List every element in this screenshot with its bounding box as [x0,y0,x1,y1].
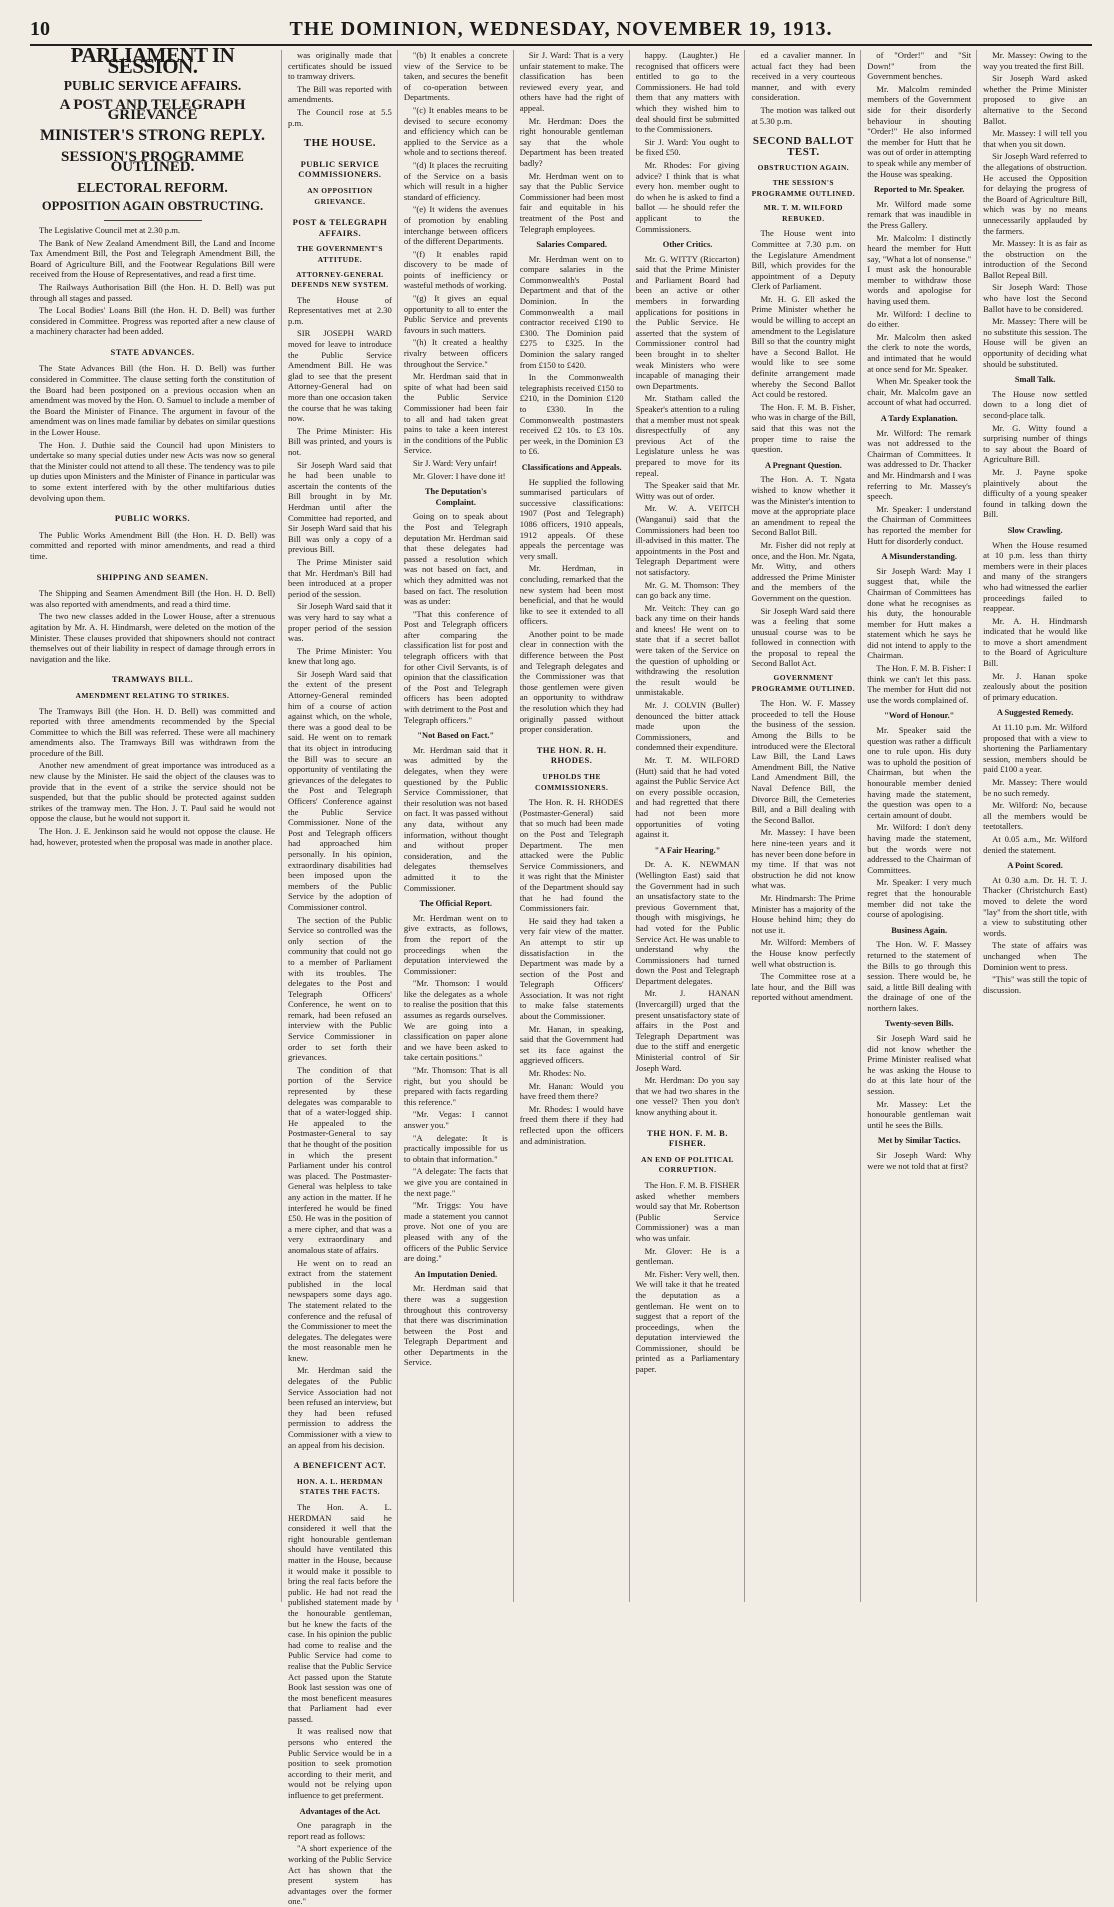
column-6 [751,50,861,1602]
section-heading: TRAMWAYS BILL. [111,674,194,685]
article-paragraph: Sir Joseph Ward asked whether the Prime Minister proposed to give an alternative to the Second Ballot. [983,73,1088,126]
article-paragraph: Mr. Massey: Owing to the way you treated the first Bill. [983,50,1088,71]
article-paragraph: Mr. J. Payne spoke plaintively about the difficulty of a young speaker found in talking down the Bill. [983,466,1088,520]
subheading: "Not Based on Fact." [417,731,495,741]
article-paragraph: Mr. Herdman went on to give extracts, as follows, from the report of the proceedings when the deputation interviewed the Commissioner: [403,912,508,976]
article-paragraph: Mr. Glover: He is a gentleman. [635,1245,740,1267]
article-paragraph: Sir Joseph Ward said there was a feeling that some unusual course was to be followed in connection with the proposal to repeal the Second Ballot Act. [751,605,856,669]
article-paragraph: When Mr. Speaker took the chair, Mr. Malcolm gave an account of what had occurred. [867,376,972,408]
subheading: A Tardy Explanation. [880,414,958,423]
subheading: A Misunderstanding. [881,552,957,562]
subheading: A Suggested Remedy. [996,708,1074,718]
subheading: Salaries Compared. [536,240,607,250]
subheading: Slow Crawling. [1007,525,1063,535]
article-paragraph: He went on to read an extract from the statement published in the local newspapers some days ago. The statement related to the conference and the refusal of the Commissioner to meet the delegates. The delegates were the most reasonable men he knew. [288,1257,392,1363]
article-paragraph: "A short experience of the working of the Public Service Act has shown that the present system has advantages over the former one." [288,1843,392,1907]
article-paragraph: Mr. Herdman went on to say that the Public Service Commissioner had been most fair and equitable in his treatment of the Post and Telegraph employees. [519,170,624,234]
newspaper-title: THE DOMINION, WEDNESDAY, NOVEMBER 19, 1913. [289,18,833,40]
article-paragraph: Mr. Herdman: Do you say that we had two shares in the one vessel? Then you don't know anything about it. [635,1075,740,1117]
subheading: "Word of Honour." [884,711,955,721]
subheading: An Imputation Denied. [414,1269,498,1279]
article-paragraph: "(h) It created a healthy rivalry between officers throughout the Service." [403,337,508,369]
article-paragraph: Mr. Wilford made some remark that was inaudible in the Press Gallery. [867,198,972,230]
subheading: Reported to Mr. Speaker. [874,185,965,195]
section-subheading: MR. T. M. WILFORD REBUKED. [763,203,843,223]
masthead [30,18,1092,46]
subheading: "A Fair Hearing." [654,845,721,855]
article-paragraph: Mr. Massey: There will be no substitute this session. The House will be given an opportunity of deciding what should be substituted. [983,316,1088,369]
article-paragraph: He said they had taken a very fair view of the matter. An attempt to stir up dissatisfaction in the Department was made by a section of the Post and Telegraph Officers' Association. It was not right to make false statements about the Commissioner. [519,915,624,1022]
headline-opposition: OPPOSITION AGAIN OBSTRUCTING. [41,199,264,214]
article-paragraph: One paragraph in the report read as follows: [288,1820,392,1841]
section-subheading: HON. A. L. HERDMAN STATES THE FACTS. [297,1476,383,1497]
article-paragraph: Mr. Malcolm reminded members of the Government side for their disorderly behaviour in shouting "Order!" He also informed the member for Hutt that he was out of order in attempting to speak while any member of the House was speaking. [867,83,972,179]
article-paragraph: Sir Joseph Ward said that it was very hard to say what a proper period of the session was. [288,601,392,644]
article-paragraph: When the House resumed at 10 p.m. less than thirty members were in their places and many of the strangers who had witnessed the earlier proceedings failed to reappear. [983,539,1088,614]
article-paragraph: The Public Works Amendment Bill (the Hon. H. D. Bell) was committed and reported with minor amendments, and read a third time. [30,529,275,561]
article-paragraph: Sir Joseph Ward: Why were we not told that at first? [867,1150,972,1171]
article-paragraph: Mr. Herdman said that it was admitted by the delegates, when they were questioned by the Public Service Commissioner, that their resolution was not based on fact. It was passed without any data, without any information, without thought and without proper consideration, and the delegates themselves admitted it to the Commissioner. [403,744,508,893]
article-paragraph: Mr. Malcolm: I distinctly heard the member for Hutt say, "What a lot of nonsense." I must ask the honourable member to withdraw those words and apologise for having used them. [867,232,972,307]
page-number: 10 [30,18,50,40]
article-paragraph: The Speaker said that Mr. Witty was out of order. [635,480,740,501]
section-subheading: GOVERNMENT PROGRAMME OUTLINED. [751,673,856,693]
subheading: Twenty-seven Bills. [884,1019,954,1029]
section-heading: SECOND BALLOT TEST. [752,135,854,158]
article-paragraph: Mr. Rhodes: No. [528,1068,587,1079]
article-paragraph: Mr. Massey: There would be no such remedy. [983,777,1088,798]
subheading: The Official Report. [419,899,492,909]
section-heading: THE HON. F. M. B. FISHER. [647,1127,728,1149]
section-subheading: AN END OF POLITICAL CORRUPTION. [641,1154,734,1175]
article-paragraph: Mr. Herdman, in concluding, remarked that the new system had been most beneficial, and that he would like to see it extended to all officers. [519,563,624,627]
article-paragraph: "A delegate: The facts that we give you are contained in the next page." [403,1166,508,1198]
article-paragraph: Mr. Rhodes: I would have freed them there if they had reflected upon the officers and administration. [519,1103,624,1146]
article-paragraph: The Hon. W. F. Massey proceeded to tell the House the business of the session. Among the Bills to be introduced were the Electoral Law Bill, the Land Laws Amendment Bill, the Native Land Amendment Bill, the Naval Defence Bill, the Divorce Bill, the Cemeteries Bill, and a Bill dealing with the Second Ballot. [751,698,856,825]
article-paragraph: ed a cavalier manner. In actual fact they had been received in a very courteous manner, and with every consideration. [751,50,856,103]
article-paragraph: Mr. Massey: Let the honourable gentleman wait until he sees the Bills. [867,1098,972,1130]
article-paragraph: Sir J. Ward: That is a very unfair statement to make. The classification has been reviewed every year, and others have had the right of appeal. [519,50,624,113]
article-paragraph: Going on to speak about the Post and Telegraph deputation Mr. Herdman said that these delegates had passed a resolution which was not based on fact, and which they admitted was not based on fact. The resolution was as under: [403,511,508,607]
article-paragraph: Mr. Malcolm then asked the clerk to note the words, and intimated that he would at once send for Mr. Speaker. [867,331,972,374]
article-paragraph: At 0.05 a.m., Mr. Wilford denied the statement. [983,833,1088,855]
article-paragraph: Another point to be made clear in connection with the difference between the Post and Telegraph delegates and the Commissioner was that those gentlemen were given an opportunity to withdraw the resolution which they had originally passed without proper consideration. [519,628,624,735]
article-paragraph: The Hon. F. M. B. Fisher: I think we can't let this pass. The member for Hutt did not use the words complained of. [867,663,972,705]
article-paragraph: Mr. Wilford: I decline to do either. [867,308,972,330]
article-paragraph: The Hon. J. E. Jenkinson said he would not oppose the clause. He had, however, protested when the proposal was made in another place. [30,826,275,847]
column-4 [520,50,630,1602]
article-paragraph: Mr. J. Hanan spoke zealously about the position of primary education. [983,670,1088,702]
article-paragraph: The House of Representatives met at 2.30 p.m. [288,294,392,326]
article-paragraph: Mr. Hanan: Would you have freed them there? [519,1080,624,1102]
article-paragraph: At 0.30 a.m. Dr. H. T. J. Thacker (Christchurch East) moved to delete the word "lay" from the short title, with a view to substituting other words. [983,874,1088,938]
article-paragraph: Mr. H. G. Ell asked the Prime Minister whether he would be willing to accept an amendment to the Legislature Bill so that the country might have a Second Ballot. He would like to see some definite arrangement made whereby the Second Ballot Act could be restored. [751,293,856,400]
article-paragraph: Sir Joseph Ward: May I suggest that, while the Chairman of Committees has done what he recognises as his duty, the honourable member for Hutt makes a statement which he says he did not intend to apply to the Chairman. [867,565,972,661]
article-paragraph: was originally made that certificates should be issued to tramway drivers. [288,50,392,82]
article-paragraph: The Hon. A. T. Ngata wished to know whether it was the Minister's intention to move at the appropriate place an amendment to repeal the Second Ballot Bill. [751,474,856,538]
article-paragraph: Mr. Statham called the Speaker's attention to a ruling that a member must not speak disrespectfully of any previous Act of the Legislature unless he was prepared to move for its repeal. [635,393,740,478]
headline-electoral-reform: ELECTORAL REFORM. [77,179,228,195]
article-paragraph: Mr. Herdman said that in spite of what had been said the Public Service Commissioner had been fair to all and had taken great pains to take a keen interest in the conditions of the Public Service. [403,371,508,456]
article-paragraph: The House now settled down to a long diet of second-place talk. [983,388,1088,420]
article-paragraph: "(d) It places the recruiting of the Service on a basis which will result in a higher standard of efficiency. [403,159,508,202]
section-heading: THE HOUSE. [303,137,377,150]
article-paragraph: Mr. Hindmarsh: The Prime Minister has a majority of the House behind him; they do not use it. [751,892,856,935]
article-paragraph: SIR JOSEPH WARD moved for leave to introduce the Public Service Amendment Bill. He was glad to see that the present Attorney-General had on more than one occasion taken the course that he was taking now. [288,328,392,424]
headline-parliament: PARLIAMENT IN SESSION. [70,43,235,78]
subheading: Small Talk. [1014,375,1056,385]
article-paragraph: The motion was talked out at 5.30 p.m. [751,104,856,126]
section-heading: POST & TELEGRAPH AFFAIRS. [292,217,388,238]
divider [104,220,202,221]
article-paragraph: Mr. Herdman: Does the right honourable gentleman say that the whole Department has been treated badly? [519,115,624,168]
article-paragraph: "A delegate: It is practically impossible for us to obtain that information." [403,1132,508,1164]
article-paragraph: The Hon. J. Duthie said the Council had upon Ministers to undertake so many special duties under new Acts was now so general that the Minister could not attend to all these. The tendency was to pile up duties upon Ministers and the Minister of Finance in particular was to some extent interfered with by the other multifarious duties devolving upon them. [30,439,275,503]
article-paragraph: "Mr. Thomson: I would like the delegates as a whole to realise the position that this assumes as regards ourselves. We are going into a classification on paper alone and we have been asked to take certain positions." [403,978,508,1063]
section-subheading: OBSTRUCTION AGAIN. [757,163,850,173]
article-paragraph: The Prime Minister said that Mr. Herdman's Bill had been introduced at a proper period of the session. [288,556,392,599]
section-heading: PUBLIC SERVICE COMMISSIONERS. [298,158,382,180]
article-paragraph: The Railways Authorisation Bill (the Hon. H. D. Bell) was put through all stages and passed. [30,281,275,303]
subheading: Met by Similar Tactics. [877,1136,961,1146]
article-paragraph: Mr. G. WITTY (Riccarton) said that the Prime Minister and Parliament Board had been an active or other members in forwarding applications for positions in the Public Service. He asserted that the system of Commissioner control had been brought in to shelter weak Ministers who were incapable of managing their own Departments. [635,253,740,391]
subheading: Other Critics. [662,240,713,250]
article-paragraph: The two new classes added in the Lower House, after a strenuous agitation by Mr. A. H. Hindmarsh, were deleted on the motion of the Minister. These clauses provided that shipowners should not contract themselves out of their liability in respect of damage through errors in navigation and the like. [30,611,275,664]
newspaper-page [30,43,1092,1907]
subheading: Advantages of the Act. [299,1806,381,1816]
article-paragraph: Sir Joseph Ward: Those who have lost the Second Ballot have to be considered. [983,282,1088,314]
article-paragraph: In the Commonwealth telegraphists received £150 to £210, in the Dominion £120 to £330. In the Commonwealth postmasters received £2 10s. to £3 10s. per week, in the Dominion £3 to £6. [519,372,624,457]
article-paragraph: Sir Joseph Ward referred to the allegations of obstruction. He accused the Opposition for delaying the progress of the Board of Agriculture Bill, which was by no means unnecessarily applauded by the farmers. [983,151,1088,236]
article-paragraph: "This" was still the topic of discussion. [983,974,1088,995]
subheading: A Point Scored. [1007,861,1063,871]
article-paragraph: Mr. Speaker said the question was rather a difficult one to rule upon. His duty was to uphold the position of Chairman, but when the honourable member denied having made the statement, the question was open to a certain amount of doubt. [867,725,972,820]
headline-public-service: PUBLIC SERVICE AFFAIRS. [63,78,242,94]
article-paragraph: The Hon. R. H. RHODES (Postmaster-General) said that so much had been made on the Post and Telegraph Department. The men attacked were the Public Service Commissioners, and it was right that the Minister of the Department should say that he had found the Commissioners fair. [519,797,624,914]
article-paragraph: Mr. A. H. Hindmarsh indicated that he would like to move a short amendment to the Board of Agriculture Bill. [983,615,1088,669]
article-paragraph: Mr. Glover: I have done it! [412,470,506,481]
article-paragraph: The Hon. W. F. Massey returned to the statement of the Bills to go through this session. There would be, he said, a little Bill dealing with the drainage of one of the northern lakes. [867,939,972,1013]
section-subheading: THE SESSION'S PROGRAMME OUTLINED. [751,177,856,198]
article-paragraph: "(b) It enables a concrete view of the Service to be taken, and secures the benefit of co-operation between Departments. [403,50,508,103]
article-paragraph: Another new amendment of great importance was introduced as a new clause by the Minister. He said the object of the clauses was to provide that in the event of a strike the service should not be suspended, but that the public should be protected against sudden strikes of the tramway men. The Hon. J. T. Paul said he would not oppose the clause, but he would not support it. [30,760,275,824]
article-paragraph: The State Advances Bill (the Hon. H. D. Bell) was further considered in Committee. The clause setting forth the constitution of the Board had been postponed on a previous occasion when an amendment was moved by the Hon. O. Samuel to include a member of the Board the Minister of Finance. The argument in favour of the amendment was on lines made familiar by debates on similar questions in the Lower House. [30,363,275,438]
article-paragraph: Mr. G. M. Thomson: They can go back any time. [635,579,740,601]
article-paragraph: Mr. Fisher did not reply at once, and the Hon. Mr. Ngata, Mr. Witty, and others addressed the Prime Minister and the members of the Government on the question. [751,539,856,603]
article-paragraph: The state of affairs was unchanged when The Dominion went to press. [983,940,1088,972]
section-heading: STATE ADVANCES. [110,346,195,357]
headline-ministers-reply: MINISTER'S STRONG REPLY. [39,126,266,144]
article-paragraph: Mr. Herdman went on to compare salaries in the Commonwealth's Postal Department and that of the Dominion. In the Commonwealth a mail contractor received £190 to £300. The Dominion paid £275 to £325. In the Dominion the salary ranged from £150 to £420. [519,253,624,370]
article-paragraph: happy. (Laughter.) He recognised that officers were entitled to go to the Commissioners. He had told them that any matters with which they wished him to deal should first be submitted to the Commissioners. [635,50,740,135]
article-paragraph: The Hon. F. M. B. FISHER asked whether members would say that Mr. Robertson (Public Service Commissioner) was a man who was unfair. [635,1179,740,1243]
article-paragraph: Mr. Speaker: I very much regret that the honourable member did not take the course of apologising. [867,877,972,920]
article-paragraph: Mr. Speaker: I understand the Chairman of Committees has reported the member for Hutt for disorderly conduct. [867,503,972,546]
article-paragraph: "(c) It enables means to be devised to secure economy and efficiency which can be applied to the Service as a whole and to sections thereof. [403,104,508,158]
headline-programme: SESSION'S PROGRAMME OUTLINED. [61,148,244,176]
subheading: A Pregnant Question. [764,460,842,470]
article-paragraph: The Council rose at 5.5 p.m. [288,106,392,128]
article-paragraph: Mr. Rhodes: For giving advice? I think that is what every hon. member ought to do when he is asked to find a ballot — he should refer the applicant to the Commissioners. [635,159,740,234]
article-paragraph: "Mr. Triggs: You have made a statement you cannot prove. Not one of you are pleased with any of the officers of the Public Service are doing." [403,1200,508,1264]
article-paragraph: Dr. A. K. NEWMAN (Wellington East) said that the Government had in such an unsatisfactory state to the previous Government that, though with misgivings, he had voted for the Public Service Act. He was unable to understand why the Commissioners had turned down the Post and Telegraph Department delegates. [635,859,740,986]
article-paragraph: Mr. T. M. WILFORD (Hutt) said that he had voted against the Public Service Act on every possible occasion, and had regretted that there had not been more opportunities of voting against it. [635,755,740,840]
article-paragraph: Mr. Veitch: They can go back any time on their hands and knees! He went on to state that if a secret ballot were taken of the Service on the question of upholding or withdrawing the resolution the result would be unmistakable. [635,602,740,698]
subheading: The Deputation's Complaint. [424,487,487,507]
article-paragraph: Mr. Massey: I will tell you that when you sit down. [983,128,1088,149]
article-paragraph: "Mr. Vegas: I cannot answer you." [403,1109,508,1130]
article-paragraph: The Hon. A. L. HERDMAN said he considered it well that the right honourable gentleman should have ventilated this matter in the House, because it would make it possible to bring the real facts before the public. He had not read the published statement made by the honourable gentleman, but he knew the facts of the case. In his opinion the public had come to realise and the Public Service had come to realise that the Public Service Act passed upon the Statute Book last session was one of the most beneficent measures that Parliament had ever passed. [288,1502,392,1724]
section-heading: SHIPPING AND SEAMEN. [96,571,209,582]
article-paragraph: Mr. Fisher: Very well, then. We will take it that he treated the deputation as a gentleman. He went on to suggest that a report of the proceedings, when the deputation interviewed the Commissioner, should be printed as a Parliamentary paper. [635,1268,740,1375]
article-paragraph: Mr. Wilford: The remark was not addressed to the Chairman of Committees. It was addressed to Dr. Thacker and Mr. Hindmarsh and I was referring to Mr. Massey's speech. [867,427,972,502]
article-paragraph: Sir Joseph Ward said that he had been unable to ascertain the contents of the Bill brought in by Mr. Herdman until after the Committee had reported, and Sir Joseph Ward said that his Bill was only a copy of a previous Bill. [288,459,392,555]
section-heading: THE HON. R. H. RHODES. [536,744,607,766]
article-paragraph: The Bill was reported with amendments. [288,83,392,105]
article-paragraph: "(f) It enables rapid discovery to be made of points of inefficiency or wasteful methods of working. [403,248,508,291]
section-subheading: THE GOVERNMENT'S ATTITUDE. [296,244,384,264]
article-paragraph: "(e) It widens the avenues of promotion by enabling interchange between officers of the different Departments. [403,204,508,247]
column-5 [636,50,746,1602]
article-paragraph: The Local Bodies' Loans Bill (the Hon. H. D. Bell) was further considered in Committee. Progress was reported after a new clause of a machinery character had been added. [30,305,275,337]
article-paragraph: Sir J. Ward: You ought to be fixed £50. [635,136,740,158]
section-subheading: AMENDMENT RELATING TO STRIKES. [75,690,230,700]
headline-grievance: A POST AND TELEGRAPH GRIEVANCE [59,96,246,124]
article-paragraph: Mr. Herdman said the delegates of the Public Service Association had not been refused an interview, but they had been refused permission to address the Commissioner with a view to an appeal from his decision. [288,1365,392,1450]
section-heading: A BENEFICENT ACT. [293,1460,387,1471]
article-paragraph: It was realised now that persons who entered the Public Service would be in a position to seek promotion according to their merit, and would not be relying upon influence to get preferment. [288,1726,392,1801]
article-paragraph: Mr. Hanan, in speaking, said that the Government had set its face against the aggrieved officers. [519,1023,624,1066]
column-1 [30,43,282,1602]
article-paragraph: At 11.10 p.m. Mr. Wilford proposed that with a view to shortening the Parliamentary session, members should be paid £100 a year. [983,722,1088,775]
section-subheading: ATTORNEY-GENERAL DEFENDS NEW SYSTEM. [291,269,389,290]
article-paragraph: Mr. Massey: It is as fair as the obstruction on the introduction of the Second Ballot Repeal Bill. [983,238,1088,280]
article-paragraph: The condition of that portion of the Service represented by these delegates was comparable to that of a water-logged ship. He appealed to the Postmaster-General to say that he thought of the position in which the present Parliament under his control was placed. The Postmaster-General was helpless to take any action in the matter. If he interfered he would be fined £50. He was in the position of a mere cipher, and that was a very extraordinary and anomalous state of affairs. [288,1064,392,1255]
section-heading: PUBLIC WORKS. [114,513,191,524]
article-paragraph: of "Order!" and "Sit Down!" from the Government benches. [867,50,972,82]
article-paragraph: Sir Joseph Ward said he did not know whether the Prime Minister realised what he was asking the House to do at this late hour of the session. [867,1033,972,1097]
section-subheading: UPHOLDS THE COMMISSIONERS. [534,772,609,792]
article-paragraph: Mr. W. A. VEITCH (Wanganui) said that the Commissioners had been too ill-advised in this matter. The appointments in the Post and Telegraph Department were not satisfactory. [635,503,740,577]
article-paragraph: The section of the Public Service so controlled was the only section of the community that could not go to a member of Parliament with its troubles. The delegates to the Post and Telegraph Officers' Conference, he went on to remark, had been refused an interview with the Public Service Commissioner in order to set forth their grievances. [288,914,392,1063]
article-paragraph: "(g) It gives an equal opportunity to all to enter the Public Service and prevents favours in such matters. [403,293,508,335]
column-7 [867,50,977,1602]
subheading: Classifications and Appeals. [521,462,622,472]
article-paragraph: Mr. G. Witty found a surprising number of things to say about the Board of Agriculture Bill. [983,422,1088,465]
column-3 [404,50,514,1602]
article-paragraph: The Legislative Council met at 2.30 p.m. [39,224,181,235]
article-paragraph: The Bank of New Zealand Amendment Bill, the Land and Income Tax Amendment Bill, the Post and Telegraph Amendment Bill, the Board of Agriculture Bill, and the Footwear Regulations Bill were received from the House of Representatives, and read a first time. [30,237,275,280]
article-paragraph: Mr. Herdman said that there was a suggestion throughout this controversy that there was discrimination between the Post and Telegraph Department and other Departments in the Service. [403,1283,508,1368]
column-8 [983,50,1092,1602]
article-paragraph: He supplied the following summarised particulars of successive classifications: 1907 (Post and Telegraph) 1086 officers, 1910 appeals, 1912 appeals. Of these appeals the percentage was very small. [519,476,624,561]
article-paragraph: The Shipping and Seamen Amendment Bill (the Hon. H. D. Bell) was also reported with amendments, and read a third time. [30,588,275,609]
article-paragraph: Mr. J. COLVIN (Buller) denounced the bitter attack made upon the Commissioners, and condemned their expenditure. [635,700,740,753]
subheading: Business Again. [891,925,948,935]
article-paragraph: The Hon. F. M. B. Fisher, who was in charge of the Bill, said that this was not the proper time to raise the question. [751,401,856,455]
article-paragraph: Mr. J. HANAN (Invercargill) urged that the present unsatisfactory state of affairs in the Post and Telegraph Department was due to the stiff and energetic Ministerial control of Sir Joseph Ward. [635,988,740,1073]
article-paragraph: The House went into Committee at 7.30 p.m. on the Legislature Amendment Bill, which provides for the appointment of a Deputy Clerk of Parliament. [751,228,856,292]
article-paragraph: "That this conference of Post and Telegraph officers after comparing the classification list for post and telegraph officers with that for other Civil Servants, is of opinion that the classification of the Post and Telegraph officers has been adopted with detriment to the Post and Telegraph officers." [403,608,508,725]
article-paragraph: "Mr. Thomson: That is all right, but you should be prepared with facts regarding this reference." [403,1065,508,1107]
article-paragraph: Mr. Wilford: Members of the House know perfectly well what obstruction is. [751,937,856,969]
article-paragraph: Mr. Wilford: I don't deny having made the statement, but the words were not addressed to the Chairman of Committees. [867,822,972,875]
section-subheading: AN OPPOSITION GRIEVANCE. [307,185,373,206]
article-paragraph: Sir Joseph Ward said that the extent of the present Attorney-General reminded him of a course of action against which, on the whole, there was a good deal to be said. He went on to remark that its object in introducing the Bill was to secure an opportunity of ventilating the grievances of the delegates to the Post and Telegraph Officers' Conference against the Public Service Commissioner. None of the Post and Telegraph officers had approached him personally. In his opinion, extraordinary disabilities had been imposed upon the members of the Public Service by the adoption of Commissioner control. [288,668,392,912]
column-2 [288,50,398,1907]
article-paragraph: Mr. Massey: I have been here nine-teen years and it has never been done before in my time. If that was not obstruction he did not know what was. [751,827,856,891]
article-paragraph: The Tramways Bill (the Hon. H. D. Bell) was committed and reported with three amendments recommended by the Special Committee to which the Bill was referred. These were all machinery amendments also. The Tramways Bill was withdrawn from the procedure of the Bill. [30,705,275,758]
article-paragraph: The Committee rose at a late hour, and the Bill was reported without amendment. [751,971,856,1003]
article-paragraph: Sir J. Ward: Very unfair! [412,457,498,468]
article-paragraph: The Prime Minister: You knew that long ago. [288,645,392,667]
article-paragraph: Mr. Wilford: No, because all the members would be teetotallers. [983,800,1088,832]
article-paragraph: The Prime Minister: His Bill was printed, and yours is not. [288,425,392,457]
